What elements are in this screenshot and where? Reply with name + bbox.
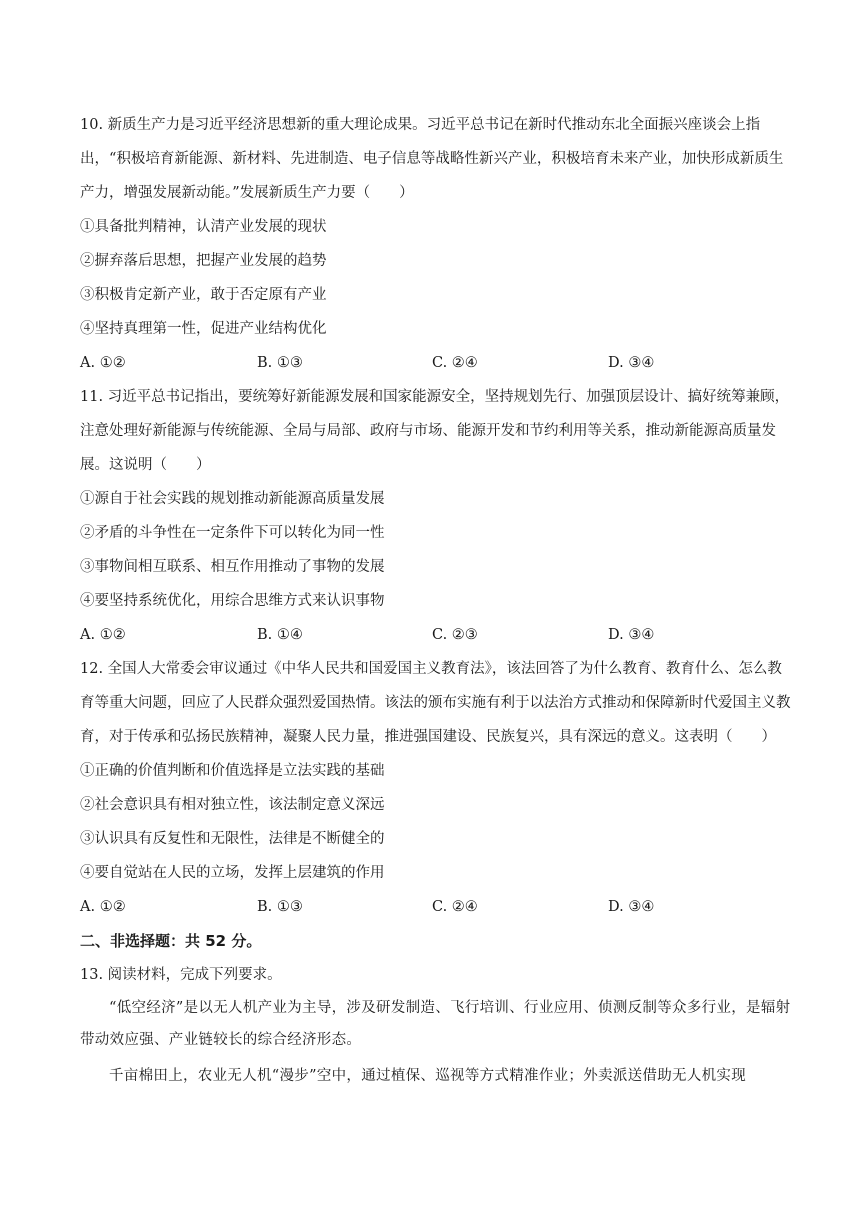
statement-option: ④坚持真理第一性，促进产业结构优化 (80, 321, 327, 337)
statement-option: ①正确的价值判断和价值选择是立法实践的基础 (80, 763, 385, 779)
statement-option: ②社会意识具有相对独立性，该法制定意义深远 (80, 797, 385, 813)
section-heading: 二、非选择题：共 52 分。 (80, 932, 262, 950)
answer-choices (80, 890, 795, 924)
choice-a: A. ①② (80, 627, 126, 643)
question-stem: 10. 新质生产力是习近平经济思想新的重大理论成果。习近平总书记在新时代推动东北全面振兴座谈会上指出，“积极培育新能源、新材料、先进制造、电子信息等战略性新兴产业，积极培育未来产业，加快形成新质生产力，增强发展新动能。”发展新质生产力要（ ） (80, 117, 784, 201)
question-12 (80, 652, 795, 924)
statement-option: ②矛盾的斗争性在一定条件下可以转化为同一性 (80, 525, 385, 541)
choice-c: C. ②④ (432, 355, 478, 371)
question-stem: 11. 习近平总书记指出，要统筹好新能源发展和国家能源安全，坚持规划先行、加强顶层设计、搞好统筹兼顾，注意处理好新能源与传统能源、全局与局部、政府与市场、能源开发和节约利用等关系，推动新能源高质量发展。这说明（ ） (80, 389, 790, 473)
choice-c: C. ②③ (432, 627, 478, 643)
choice-b: B. ①③ (257, 899, 303, 915)
page-content (80, 108, 795, 1092)
statement-option: ②摒弃落后思想，把握产业发展的趋势 (80, 253, 327, 269)
choice-a: A. ①② (80, 899, 126, 915)
choice-b: B. ①③ (257, 355, 303, 371)
answer-choices (80, 346, 795, 380)
question-13-stem: 13. 阅读材料，完成下列要求。 (80, 967, 282, 983)
choice-a: A. ①② (80, 355, 126, 371)
question-stem: 12. 全国人大常委会审议通过《中华人民共和国爱国主义教育法》，该法回答了为什么教育、教育什么、怎么教育等重大问题，回应了人民群众强烈爱国热情。该法的颁布实施有利于以法治方式推动和保障新时代爱国主义教育，对于传承和弘扬民族精神，凝聚人民力量，推进强国建设、民族复兴，具有深远的意义。这表明（ ） (80, 661, 791, 745)
material-paragraph: “低空经济”是以无人机产业为主导，涉及研发制造、飞行培训、行业应用、侦测反制等众多行业，是辐射带动效应强、产业链较长的综合经济形态。 (80, 1000, 791, 1048)
statement-option: ①具备批判精神，认清产业发展的现状 (80, 219, 327, 235)
statement-option: ③认识具有反复性和无限性，法律是不断健全的 (80, 831, 385, 847)
choice-b: B. ①④ (257, 627, 303, 643)
material-paragraph: 千亩棉田上，农业无人机“漫步”空中，通过植保、巡视等方式精准作业；外卖派送借助无人机实现 (109, 1068, 747, 1084)
choice-d: D. ③④ (608, 355, 655, 371)
question-11 (80, 380, 795, 652)
statement-option: ①源自于社会实践的规划推动新能源高质量发展 (80, 491, 385, 507)
statement-option: ④要坚持系统优化，用综合思维方式来认识事物 (80, 593, 385, 609)
choice-c: C. ②④ (432, 899, 478, 915)
statement-option: ③积极肯定新产业，敢于否定原有产业 (80, 287, 327, 303)
answer-choices (80, 618, 795, 652)
choice-d: D. ③④ (608, 627, 655, 643)
question-10 (80, 108, 795, 380)
choice-d: D. ③④ (608, 899, 655, 915)
statement-option: ③事物间相互联系、相互作用推动了事物的发展 (80, 559, 385, 575)
statement-option: ④要自觉站在人民的立场，发挥上层建筑的作用 (80, 865, 385, 881)
